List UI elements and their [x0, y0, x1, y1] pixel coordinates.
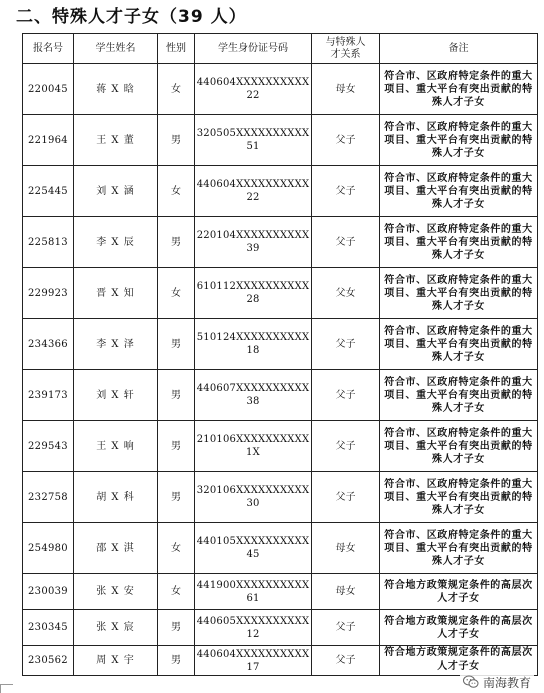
- relation: 父子: [335, 491, 356, 503]
- gender: 男: [171, 440, 181, 452]
- relation: 父子: [335, 655, 356, 666]
- gender: 男: [171, 236, 181, 248]
- gender-cell: [158, 115, 195, 166]
- reg-no-cell: [23, 421, 74, 472]
- note-text: 符合市、区政府特定条件的重大项目、重大平台有突出贡献的特殊人才子女: [384, 223, 533, 261]
- note-cell: [380, 646, 538, 676]
- reg-no-cell: [23, 646, 74, 676]
- note-cell: [380, 472, 538, 523]
- id-number-cell: [195, 115, 312, 166]
- gender: 女: [171, 287, 181, 299]
- reg-no: 221964: [28, 134, 68, 146]
- section-title: 二、特殊人才子女（39 人）: [16, 7, 247, 27]
- id-number-cell: [195, 319, 312, 370]
- relation-cell: [312, 115, 380, 166]
- reg-no-cell: [23, 217, 74, 268]
- id-number-line2: 1X: [246, 447, 260, 458]
- student-name-cell: [74, 64, 158, 115]
- note-text: 符合市、区政府特定条件的重大项目、重大平台有突出贡献的特殊人才子女: [384, 172, 533, 210]
- note-text: 符合市、区政府特定条件的重大项目、重大平台有突出贡献的特殊人才子女: [384, 121, 533, 159]
- gender: 男: [171, 622, 181, 633]
- note-cell: [380, 370, 538, 421]
- id-number-cell: [195, 421, 312, 472]
- table-row: [23, 64, 538, 115]
- student-name-cell: [74, 421, 158, 472]
- table-row: [23, 370, 538, 421]
- gender-cell: [158, 319, 195, 370]
- relation: 父子: [335, 338, 356, 350]
- reg-no: 232758: [28, 491, 68, 503]
- note-cell: [380, 319, 538, 370]
- note-text: 符合地方政策规定条件的高层次人才子女: [384, 579, 533, 604]
- gender: 女: [171, 185, 181, 197]
- table-row: [23, 166, 538, 217]
- id-number-line2: 30: [246, 498, 260, 509]
- id-number-cell: [195, 610, 312, 646]
- id-number-line2: 28: [246, 294, 260, 305]
- relation: 父子: [335, 236, 356, 248]
- student-name: 张 X 安: [96, 586, 135, 597]
- student-name: 邵 X 淇: [96, 542, 135, 554]
- student-name-cell: [74, 646, 158, 676]
- gender-cell: [158, 370, 195, 421]
- relation-cell: [312, 370, 380, 421]
- gender: 男: [171, 134, 181, 146]
- table-body: [23, 64, 538, 676]
- reg-no: 230345: [28, 622, 68, 633]
- id-number-line2: 51: [246, 141, 260, 152]
- note-text: 符合地方政策规定条件的高层次人才子女: [384, 615, 533, 640]
- id-number-line1: 440604XXXXXXXXXX: [196, 77, 310, 88]
- note-cell: [380, 523, 538, 574]
- gender: 男: [171, 491, 181, 503]
- talent-children-table: [22, 33, 538, 676]
- note-cell: [380, 217, 538, 268]
- student-name-cell: [74, 319, 158, 370]
- table-row: [23, 319, 538, 370]
- id-number-line2: 39: [246, 243, 260, 254]
- reg-no: 225813: [28, 236, 68, 248]
- id-number-line1: 510124XXXXXXXXXX: [196, 332, 310, 343]
- student-name: 王 X 董: [96, 134, 135, 146]
- note-text: 符合市、区政府特定条件的重大项目、重大平台有突出贡献的特殊人才子女: [384, 274, 533, 312]
- note-cell: [380, 115, 538, 166]
- gender: 男: [171, 338, 181, 350]
- watermark: [460, 673, 534, 691]
- table-row: [23, 646, 538, 676]
- header-gender: 性别: [158, 34, 195, 64]
- relation-cell: [312, 319, 380, 370]
- header-student-name: 学生姓名: [74, 34, 158, 64]
- header-id-number: 学生身份证号码: [195, 34, 312, 64]
- student-name: 王 X 响: [96, 440, 135, 452]
- reg-no-cell: [23, 115, 74, 166]
- id-number-cell: [195, 268, 312, 319]
- table-row: [23, 574, 538, 610]
- id-number-line1: 320106XXXXXXXXXX: [196, 485, 310, 496]
- id-number-line1: 610112XXXXXXXXXX: [196, 281, 310, 292]
- id-number-line2: 17: [246, 661, 260, 673]
- student-name: 蒋 X 晗: [96, 83, 135, 95]
- note-cell: [380, 64, 538, 115]
- gender-cell: [158, 166, 195, 217]
- student-name: 李 X 辰: [96, 236, 135, 248]
- reg-no: 254980: [28, 542, 68, 554]
- table-row: [23, 217, 538, 268]
- header-note: 备注: [380, 34, 538, 64]
- gender: 男: [171, 655, 181, 666]
- gender: 男: [171, 389, 181, 401]
- relation-cell: [312, 610, 380, 646]
- student-name: 刘 X 涵: [96, 185, 135, 197]
- id-number-line2: 45: [246, 549, 260, 560]
- relation: 母女: [335, 83, 356, 95]
- student-name: 李 X 泽: [96, 338, 135, 350]
- table-row: [23, 115, 538, 166]
- reg-no-cell: [23, 370, 74, 421]
- relation: 父子: [335, 185, 356, 197]
- reg-no-cell: [23, 268, 74, 319]
- student-name-cell: [74, 115, 158, 166]
- student-name-cell: [74, 217, 158, 268]
- reg-no: 225445: [28, 185, 68, 197]
- wechat-icon: [463, 675, 479, 689]
- reg-no: 239173: [28, 389, 68, 401]
- student-name: 张 X 宸: [96, 622, 135, 633]
- reg-no: 220045: [28, 83, 68, 95]
- reg-no-cell: [23, 610, 74, 646]
- header-reg-no: 报名号: [23, 34, 74, 64]
- note-cell: [380, 610, 538, 646]
- watermark-text: 南海教育: [482, 675, 531, 690]
- note-text: 符合市、区政府特定条件的重大项目、重大平台有突出贡献的特殊人才子女: [384, 325, 533, 363]
- id-number-cell: [195, 370, 312, 421]
- reg-no: 230039: [28, 586, 68, 597]
- relation: 父子: [335, 440, 356, 452]
- gender-cell: [158, 217, 195, 268]
- note-text: 符合地方政策规定条件的高层次人才子女: [384, 647, 533, 672]
- note-text: 符合市、区政府特定条件的重大项目、重大平台有突出贡献的特殊人才子女: [384, 376, 533, 414]
- note-text: 符合市、区政府特定条件的重大项目、重大平台有突出贡献的特殊人才子女: [384, 478, 533, 516]
- id-number-line1: 440105XXXXXXXXXX: [196, 536, 310, 547]
- reg-no: 229923: [28, 287, 68, 299]
- relation: 父女: [335, 287, 356, 299]
- gender: 女: [171, 542, 181, 554]
- student-name: 晋 X 知: [96, 287, 135, 299]
- gender-cell: [158, 421, 195, 472]
- gender-cell: [158, 646, 195, 676]
- table-row: [23, 523, 538, 574]
- id-number-line1: 440607XXXXXXXXXX: [196, 383, 310, 394]
- reg-no-cell: [23, 64, 74, 115]
- table-row: [23, 472, 538, 523]
- id-number-line1: 220104XXXXXXXXXX: [196, 230, 310, 241]
- student-name-cell: [74, 574, 158, 610]
- student-name: 胡 X 科: [96, 491, 135, 503]
- relation-cell: [312, 217, 380, 268]
- id-number-line1: 320505XXXXXXXXXX: [196, 128, 310, 139]
- reg-no-cell: [23, 523, 74, 574]
- gender-cell: [158, 268, 195, 319]
- note-cell: [380, 268, 538, 319]
- note-text: 符合市、区政府特定条件的重大项目、重大平台有突出贡献的特殊人才子女: [384, 70, 533, 108]
- header-row: [23, 34, 538, 64]
- student-name-cell: [74, 166, 158, 217]
- relation-cell: [312, 268, 380, 319]
- reg-no-cell: [23, 319, 74, 370]
- id-number-cell: [195, 472, 312, 523]
- student-name: 刘 X 轩: [96, 389, 135, 401]
- header-relation-line2: 才关系: [330, 48, 361, 60]
- note-text: 符合市、区政府特定条件的重大项目、重大平台有突出贡献的特殊人才子女: [384, 529, 533, 567]
- id-number-cell: [195, 166, 312, 217]
- id-number-line2: 38: [246, 396, 260, 407]
- gender-cell: [158, 610, 195, 646]
- id-number-line2: 22: [246, 90, 260, 101]
- student-name-cell: [74, 472, 158, 523]
- id-number-line1: 210106XXXXXXXXXX: [196, 434, 310, 445]
- reg-no-cell: [23, 166, 74, 217]
- table-row: [23, 421, 538, 472]
- relation-cell: [312, 64, 380, 115]
- relation-cell: [312, 166, 380, 217]
- note-cell: [380, 166, 538, 217]
- id-number-cell: [195, 523, 312, 574]
- note-cell: [380, 421, 538, 472]
- relation: 父子: [335, 134, 356, 146]
- reg-no: 234366: [28, 338, 68, 350]
- id-number-line2: 22: [246, 192, 260, 203]
- id-number-cell: [195, 646, 312, 676]
- id-number-cell: [195, 64, 312, 115]
- gender-cell: [158, 472, 195, 523]
- reg-no-cell: [23, 472, 74, 523]
- relation-cell: [312, 646, 380, 676]
- table-row: [23, 268, 538, 319]
- relation: 母女: [335, 542, 356, 554]
- gender-cell: [158, 64, 195, 115]
- id-number-line1: 440604XXXXXXXXXX: [196, 648, 310, 660]
- gender: 女: [171, 586, 181, 597]
- relation-cell: [312, 421, 380, 472]
- relation: 父子: [335, 389, 356, 401]
- header-relation-line1: 与特殊人: [325, 36, 366, 48]
- relation-cell: [312, 574, 380, 610]
- table-row: [23, 610, 538, 646]
- id-number-line2: 12: [246, 628, 260, 640]
- relation: 母女: [335, 586, 356, 597]
- student-name-cell: [74, 268, 158, 319]
- relation-cell: [312, 472, 380, 523]
- student-name-cell: [74, 523, 158, 574]
- id-number-cell: [195, 217, 312, 268]
- id-number-line1: 441900XXXXXXXXXX: [196, 579, 310, 591]
- gender-cell: [158, 574, 195, 610]
- relation: 父子: [335, 622, 356, 633]
- table-header: [23, 34, 538, 64]
- id-number-line2: 18: [246, 345, 260, 356]
- gender-cell: [158, 523, 195, 574]
- student-name-cell: [74, 610, 158, 646]
- id-number-line1: 440604XXXXXXXXXX: [196, 179, 310, 190]
- page-corner-mark: [0, 684, 13, 693]
- gender: 女: [171, 83, 181, 95]
- student-name: 周 X 宇: [96, 655, 135, 666]
- reg-no: 230562: [28, 655, 68, 666]
- id-number-line2: 61: [246, 592, 260, 604]
- reg-no-cell: [23, 574, 74, 610]
- note-cell: [380, 574, 538, 610]
- relation-cell: [312, 523, 380, 574]
- reg-no: 229543: [28, 440, 68, 452]
- student-name-cell: [74, 370, 158, 421]
- id-number-line1: 440605XXXXXXXXXX: [196, 615, 310, 627]
- id-number-cell: [195, 574, 312, 610]
- header-relation: [312, 34, 380, 64]
- note-text: 符合市、区政府特定条件的重大项目、重大平台有突出贡献的特殊人才子女: [384, 427, 533, 465]
